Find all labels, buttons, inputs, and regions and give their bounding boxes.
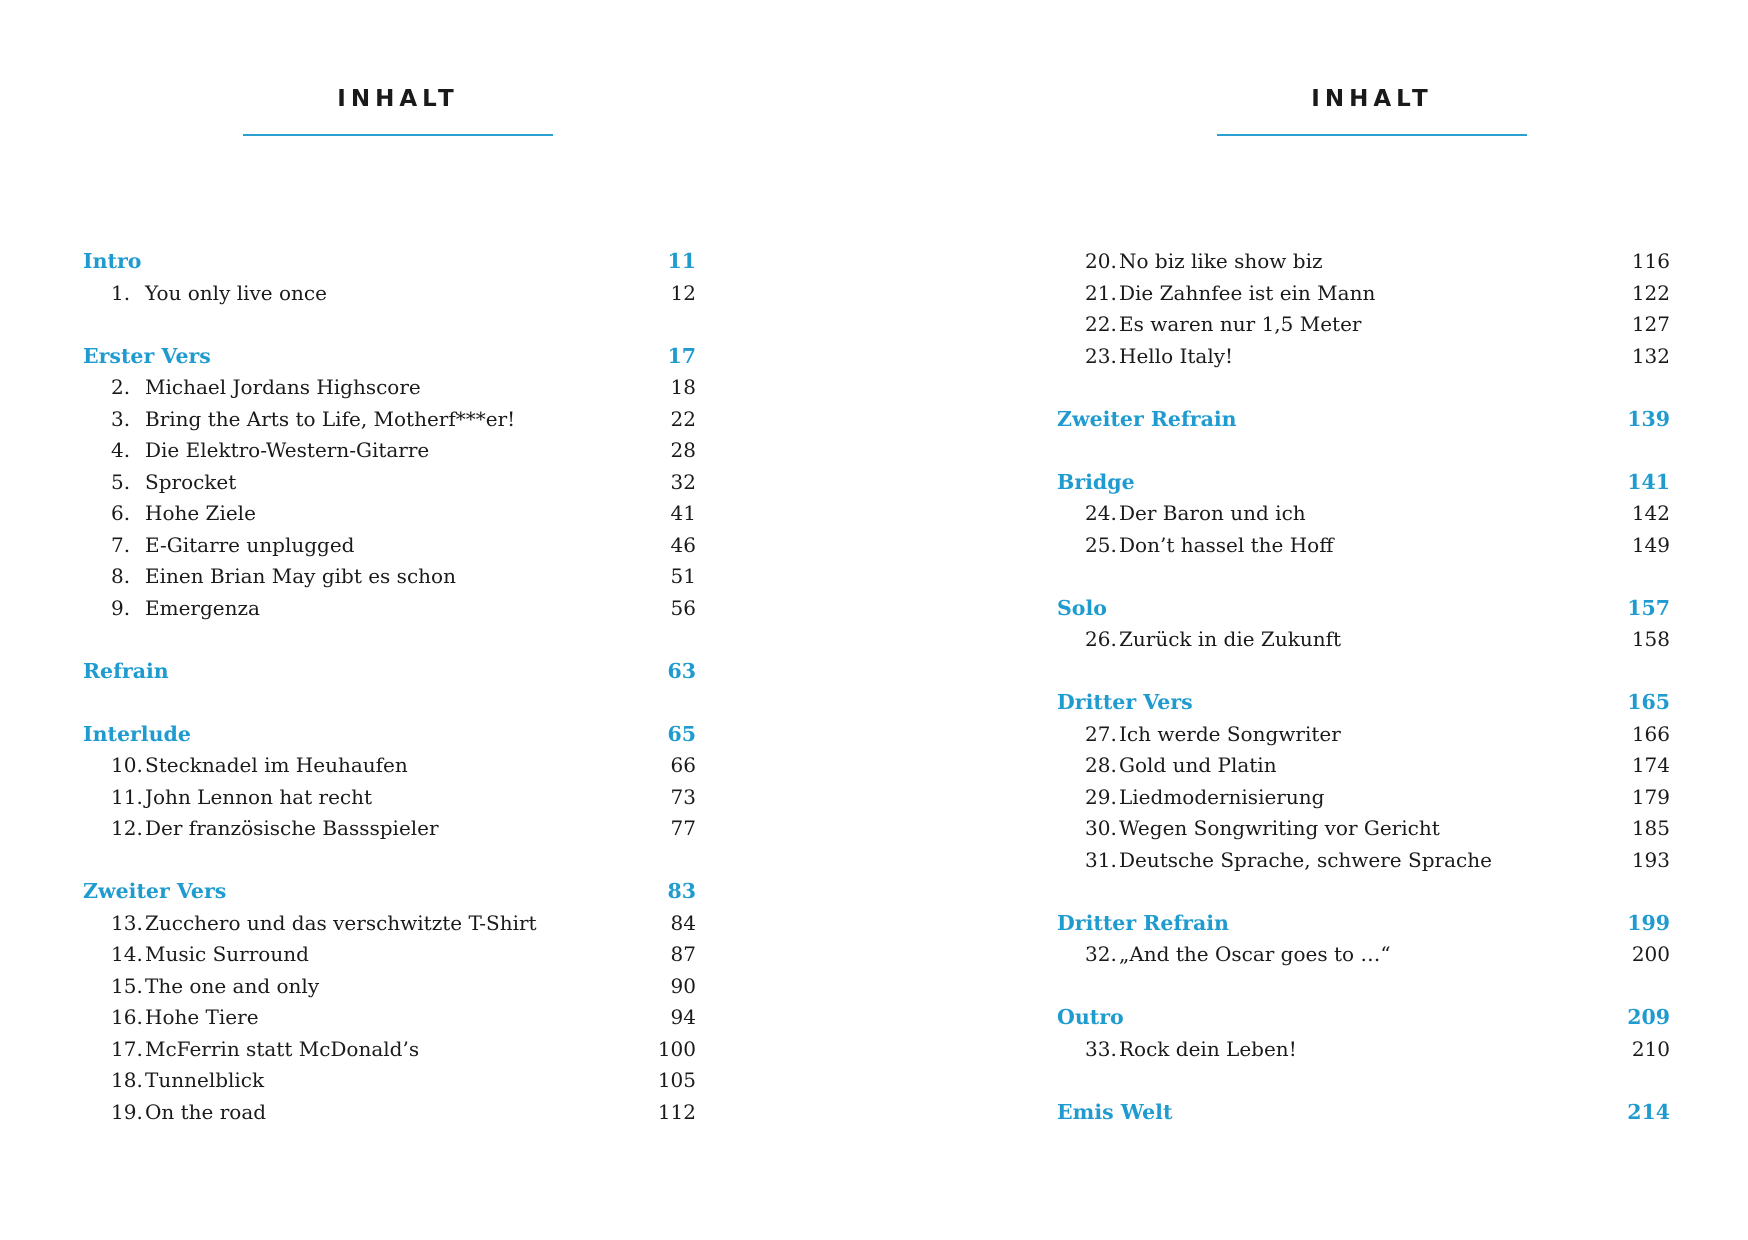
chapter-page-number: 22 xyxy=(670,406,696,431)
chapter-page-number: 100 xyxy=(657,1036,696,1061)
chapter-title: Tunnelblick xyxy=(145,1068,265,1092)
section-header xyxy=(1057,404,1670,436)
chapter-number: 3. xyxy=(111,406,131,431)
chapter-entry xyxy=(1057,309,1670,341)
chapter-entry xyxy=(83,372,696,404)
chapter-title: Einen Brian May gibt es schon xyxy=(145,564,456,588)
chapter-entry xyxy=(83,1065,696,1097)
chapter-title: Michael Jordans Highscore xyxy=(145,375,421,399)
section-header xyxy=(1057,593,1670,625)
chapter-title: Stecknadel im Heuhaufen xyxy=(145,753,408,777)
toc-section xyxy=(83,246,696,309)
toc-section xyxy=(1057,687,1670,876)
section-header xyxy=(1057,1002,1670,1034)
chapter-number: 29. xyxy=(1085,784,1117,809)
chapter-page-number: 142 xyxy=(1631,501,1670,525)
chapter-title: Music Surround xyxy=(145,942,309,966)
chapter-number: 24. xyxy=(1085,501,1117,525)
chapter-page-number: 105 xyxy=(657,1068,696,1092)
chapter-entry xyxy=(83,593,696,625)
chapter-entry xyxy=(83,1097,696,1129)
chapter-page-number: 94 xyxy=(670,1005,696,1029)
chapter-entry xyxy=(83,467,696,499)
chapter-entry xyxy=(1057,939,1670,971)
section-header xyxy=(1057,908,1670,940)
section-page-number: 157 xyxy=(1627,595,1670,620)
chapter-number: 12. xyxy=(111,816,143,840)
chapter-page-number: 127 xyxy=(1631,312,1670,336)
chapter-title: Die Zahnfee ist ein Mann xyxy=(1119,280,1376,305)
section-page-number: 209 xyxy=(1627,1005,1670,1029)
section-title: Bridge xyxy=(1057,469,1135,494)
section-page-number: 139 xyxy=(1627,406,1670,431)
chapter-title: You only live once xyxy=(145,280,327,305)
chapter-entry xyxy=(83,908,696,940)
chapter-page-number: 112 xyxy=(657,1099,696,1124)
toc-section xyxy=(83,656,696,688)
chapter-entry xyxy=(1057,750,1670,782)
chapter-entry xyxy=(83,750,696,782)
chapter-title: Gold und Platin xyxy=(1119,753,1277,777)
toc-section xyxy=(83,719,696,845)
chapter-title: Hohe Tiere xyxy=(145,1005,259,1029)
chapter-number: 2. xyxy=(111,375,131,399)
chapter-page-number: 28 xyxy=(670,438,696,462)
chapter-number: 22. xyxy=(1085,312,1117,336)
page-heading: INHALT xyxy=(1311,86,1433,112)
chapter-page-number: 116 xyxy=(1631,249,1670,273)
toc-section xyxy=(1057,908,1670,971)
toc-section xyxy=(1057,467,1670,562)
section-header xyxy=(83,246,696,278)
section-title: Refrain xyxy=(83,658,169,683)
chapter-page-number: 18 xyxy=(670,375,696,399)
section-page-number: 63 xyxy=(667,658,696,683)
chapter-title: E-Gitarre unplugged xyxy=(145,532,355,557)
chapter-title: No biz like show biz xyxy=(1119,249,1323,273)
chapter-entry xyxy=(1057,813,1670,845)
section-page-number: 65 xyxy=(667,721,696,746)
chapter-number: 27. xyxy=(1085,721,1117,746)
chapter-entry xyxy=(83,1002,696,1034)
chapter-title: Emergenza xyxy=(145,595,260,620)
chapter-number: 16. xyxy=(111,1005,143,1029)
section-page-number: 83 xyxy=(667,879,696,903)
chapter-page-number: 210 xyxy=(1631,1036,1670,1061)
chapter-page-number: 200 xyxy=(1631,942,1670,966)
chapter-page-number: 32 xyxy=(670,469,696,494)
chapter-number: 18. xyxy=(111,1068,143,1092)
chapter-number: 23. xyxy=(1085,343,1117,368)
chapter-page-number: 66 xyxy=(670,753,696,777)
chapter-number: 21. xyxy=(1085,280,1117,305)
chapter-entry xyxy=(1057,782,1670,814)
chapter-title: Hohe Ziele xyxy=(145,501,256,525)
section-title: Intro xyxy=(83,249,142,273)
chapter-number: 8. xyxy=(111,564,131,588)
chapter-title: Bring the Arts to Life, Motherf***er! xyxy=(145,406,516,431)
chapter-number: 7. xyxy=(111,532,131,557)
chapter-number: 15. xyxy=(111,973,143,998)
section-title: Dritter Vers xyxy=(1057,690,1193,714)
table-of-contents-right xyxy=(1057,246,1670,1160)
section-title: Zweiter Vers xyxy=(83,879,227,903)
chapter-entry xyxy=(1057,530,1670,562)
chapter-title: The one and only xyxy=(145,973,320,998)
chapter-number: 9. xyxy=(111,595,131,620)
chapter-page-number: 193 xyxy=(1631,847,1670,872)
chapter-title: „And the Oscar goes to …“ xyxy=(1119,942,1391,966)
chapter-number: 25. xyxy=(1085,532,1117,557)
chapter-number: 10. xyxy=(111,753,143,777)
toc-section xyxy=(1057,246,1670,372)
section-header xyxy=(83,656,696,688)
chapter-page-number: 158 xyxy=(1631,627,1670,651)
chapter-page-number: 166 xyxy=(1631,721,1670,746)
chapter-number: 26. xyxy=(1085,627,1117,651)
chapter-entry xyxy=(83,498,696,530)
chapter-entry xyxy=(83,971,696,1003)
section-page-number: 165 xyxy=(1627,690,1670,714)
chapter-page-number: 56 xyxy=(670,595,696,620)
heading-underline xyxy=(1217,134,1527,136)
chapter-number: 13. xyxy=(111,910,143,935)
chapter-entry xyxy=(83,404,696,436)
chapter-page-number: 41 xyxy=(670,501,696,525)
section-title: Erster Vers xyxy=(83,343,211,368)
chapter-number: 6. xyxy=(111,501,131,525)
section-title: Solo xyxy=(1057,595,1107,620)
chapter-entry xyxy=(83,530,696,562)
section-header xyxy=(1057,687,1670,719)
chapter-number: 17. xyxy=(111,1036,143,1061)
chapter-page-number: 12 xyxy=(670,280,696,305)
heading-underline xyxy=(243,134,553,136)
chapter-title: Es waren nur 1,5 Meter xyxy=(1119,312,1362,336)
chapter-entry xyxy=(1057,341,1670,373)
toc-section xyxy=(83,876,696,1128)
chapter-title: Der französische Bassspieler xyxy=(145,816,439,840)
chapter-page-number: 77 xyxy=(670,816,696,840)
chapter-entry xyxy=(83,939,696,971)
chapter-entry xyxy=(1057,624,1670,656)
chapter-title: Don’t hassel the Hoff xyxy=(1119,532,1334,557)
chapter-page-number: 90 xyxy=(670,973,696,998)
chapter-title: Hello Italy! xyxy=(1119,343,1234,368)
chapter-title: Wegen Songwriting vor Gericht xyxy=(1119,816,1440,840)
chapter-entry xyxy=(83,1034,696,1066)
chapter-number: 14. xyxy=(111,942,143,966)
section-title: Interlude xyxy=(83,721,191,746)
section-page-number: 11 xyxy=(667,249,696,273)
chapter-number: 28. xyxy=(1085,753,1117,777)
page-heading: INHALT xyxy=(337,86,459,112)
chapter-number: 32. xyxy=(1085,942,1117,966)
chapter-entry xyxy=(1057,246,1670,278)
table-of-contents-left xyxy=(83,246,696,1160)
chapter-number: 4. xyxy=(111,438,131,462)
chapter-number: 1. xyxy=(111,280,131,305)
chapter-number: 31. xyxy=(1085,847,1117,872)
section-header xyxy=(83,719,696,751)
chapter-entry xyxy=(1057,498,1670,530)
chapter-entry xyxy=(83,435,696,467)
chapter-page-number: 174 xyxy=(1631,753,1670,777)
chapter-title: Ich werde Songwriter xyxy=(1119,721,1341,746)
chapter-title: Zurück in die Zukunft xyxy=(1119,627,1342,651)
section-page-number: 141 xyxy=(1627,469,1670,494)
section-header xyxy=(83,341,696,373)
chapter-entry xyxy=(1057,278,1670,310)
chapter-page-number: 51 xyxy=(670,564,696,588)
chapter-title: McFerrin statt McDonald’s xyxy=(145,1036,420,1061)
chapter-entry xyxy=(1057,719,1670,751)
section-header xyxy=(1057,467,1670,499)
section-header xyxy=(1057,1097,1670,1129)
chapter-page-number: 87 xyxy=(670,942,696,966)
section-title: Outro xyxy=(1057,1005,1124,1029)
toc-section xyxy=(83,341,696,625)
section-title: Dritter Refrain xyxy=(1057,910,1229,935)
chapter-number: 5. xyxy=(111,469,131,494)
chapter-number: 30. xyxy=(1085,816,1117,840)
section-title: Emis Welt xyxy=(1057,1099,1173,1124)
chapter-title: Zucchero und das verschwitzte T-Shirt xyxy=(145,910,537,935)
chapter-title: Sprocket xyxy=(145,469,237,494)
chapter-title: On the road xyxy=(145,1099,267,1124)
chapter-title: John Lennon hat recht xyxy=(145,784,373,809)
section-page-number: 214 xyxy=(1627,1099,1670,1124)
chapter-number: 11. xyxy=(111,784,143,809)
chapter-entry xyxy=(1057,845,1670,877)
chapter-page-number: 185 xyxy=(1631,816,1670,840)
chapter-entry xyxy=(83,813,696,845)
chapter-page-number: 132 xyxy=(1631,343,1670,368)
section-page-number: 17 xyxy=(667,343,696,368)
toc-section xyxy=(1057,593,1670,656)
chapter-page-number: 122 xyxy=(1631,280,1670,305)
section-page-number: 199 xyxy=(1627,910,1670,935)
chapter-title: Die Elektro-Western-Gitarre xyxy=(145,438,430,462)
right-page xyxy=(874,0,1748,1240)
chapter-title: Liedmodernisierung xyxy=(1119,784,1325,809)
chapter-page-number: 84 xyxy=(670,910,696,935)
chapter-title: Deutsche Sprache, schwere Sprache xyxy=(1119,847,1492,872)
chapter-number: 33. xyxy=(1085,1036,1117,1061)
toc-section xyxy=(1057,404,1670,436)
section-header xyxy=(83,876,696,908)
chapter-entry xyxy=(83,278,696,310)
toc-section xyxy=(1057,1002,1670,1065)
section-title: Zweiter Refrain xyxy=(1057,406,1237,431)
chapter-number: 20. xyxy=(1085,249,1117,273)
chapter-entry xyxy=(83,782,696,814)
chapter-number: 19. xyxy=(111,1099,143,1124)
chapter-page-number: 46 xyxy=(670,532,696,557)
chapter-entry xyxy=(83,561,696,593)
chapter-page-number: 149 xyxy=(1631,532,1670,557)
toc-section xyxy=(1057,1097,1670,1129)
chapter-entry xyxy=(1057,1034,1670,1066)
chapter-title: Rock dein Leben! xyxy=(1119,1036,1297,1061)
chapter-page-number: 179 xyxy=(1631,784,1670,809)
chapter-page-number: 73 xyxy=(670,784,696,809)
chapter-title: Der Baron und ich xyxy=(1119,501,1306,525)
